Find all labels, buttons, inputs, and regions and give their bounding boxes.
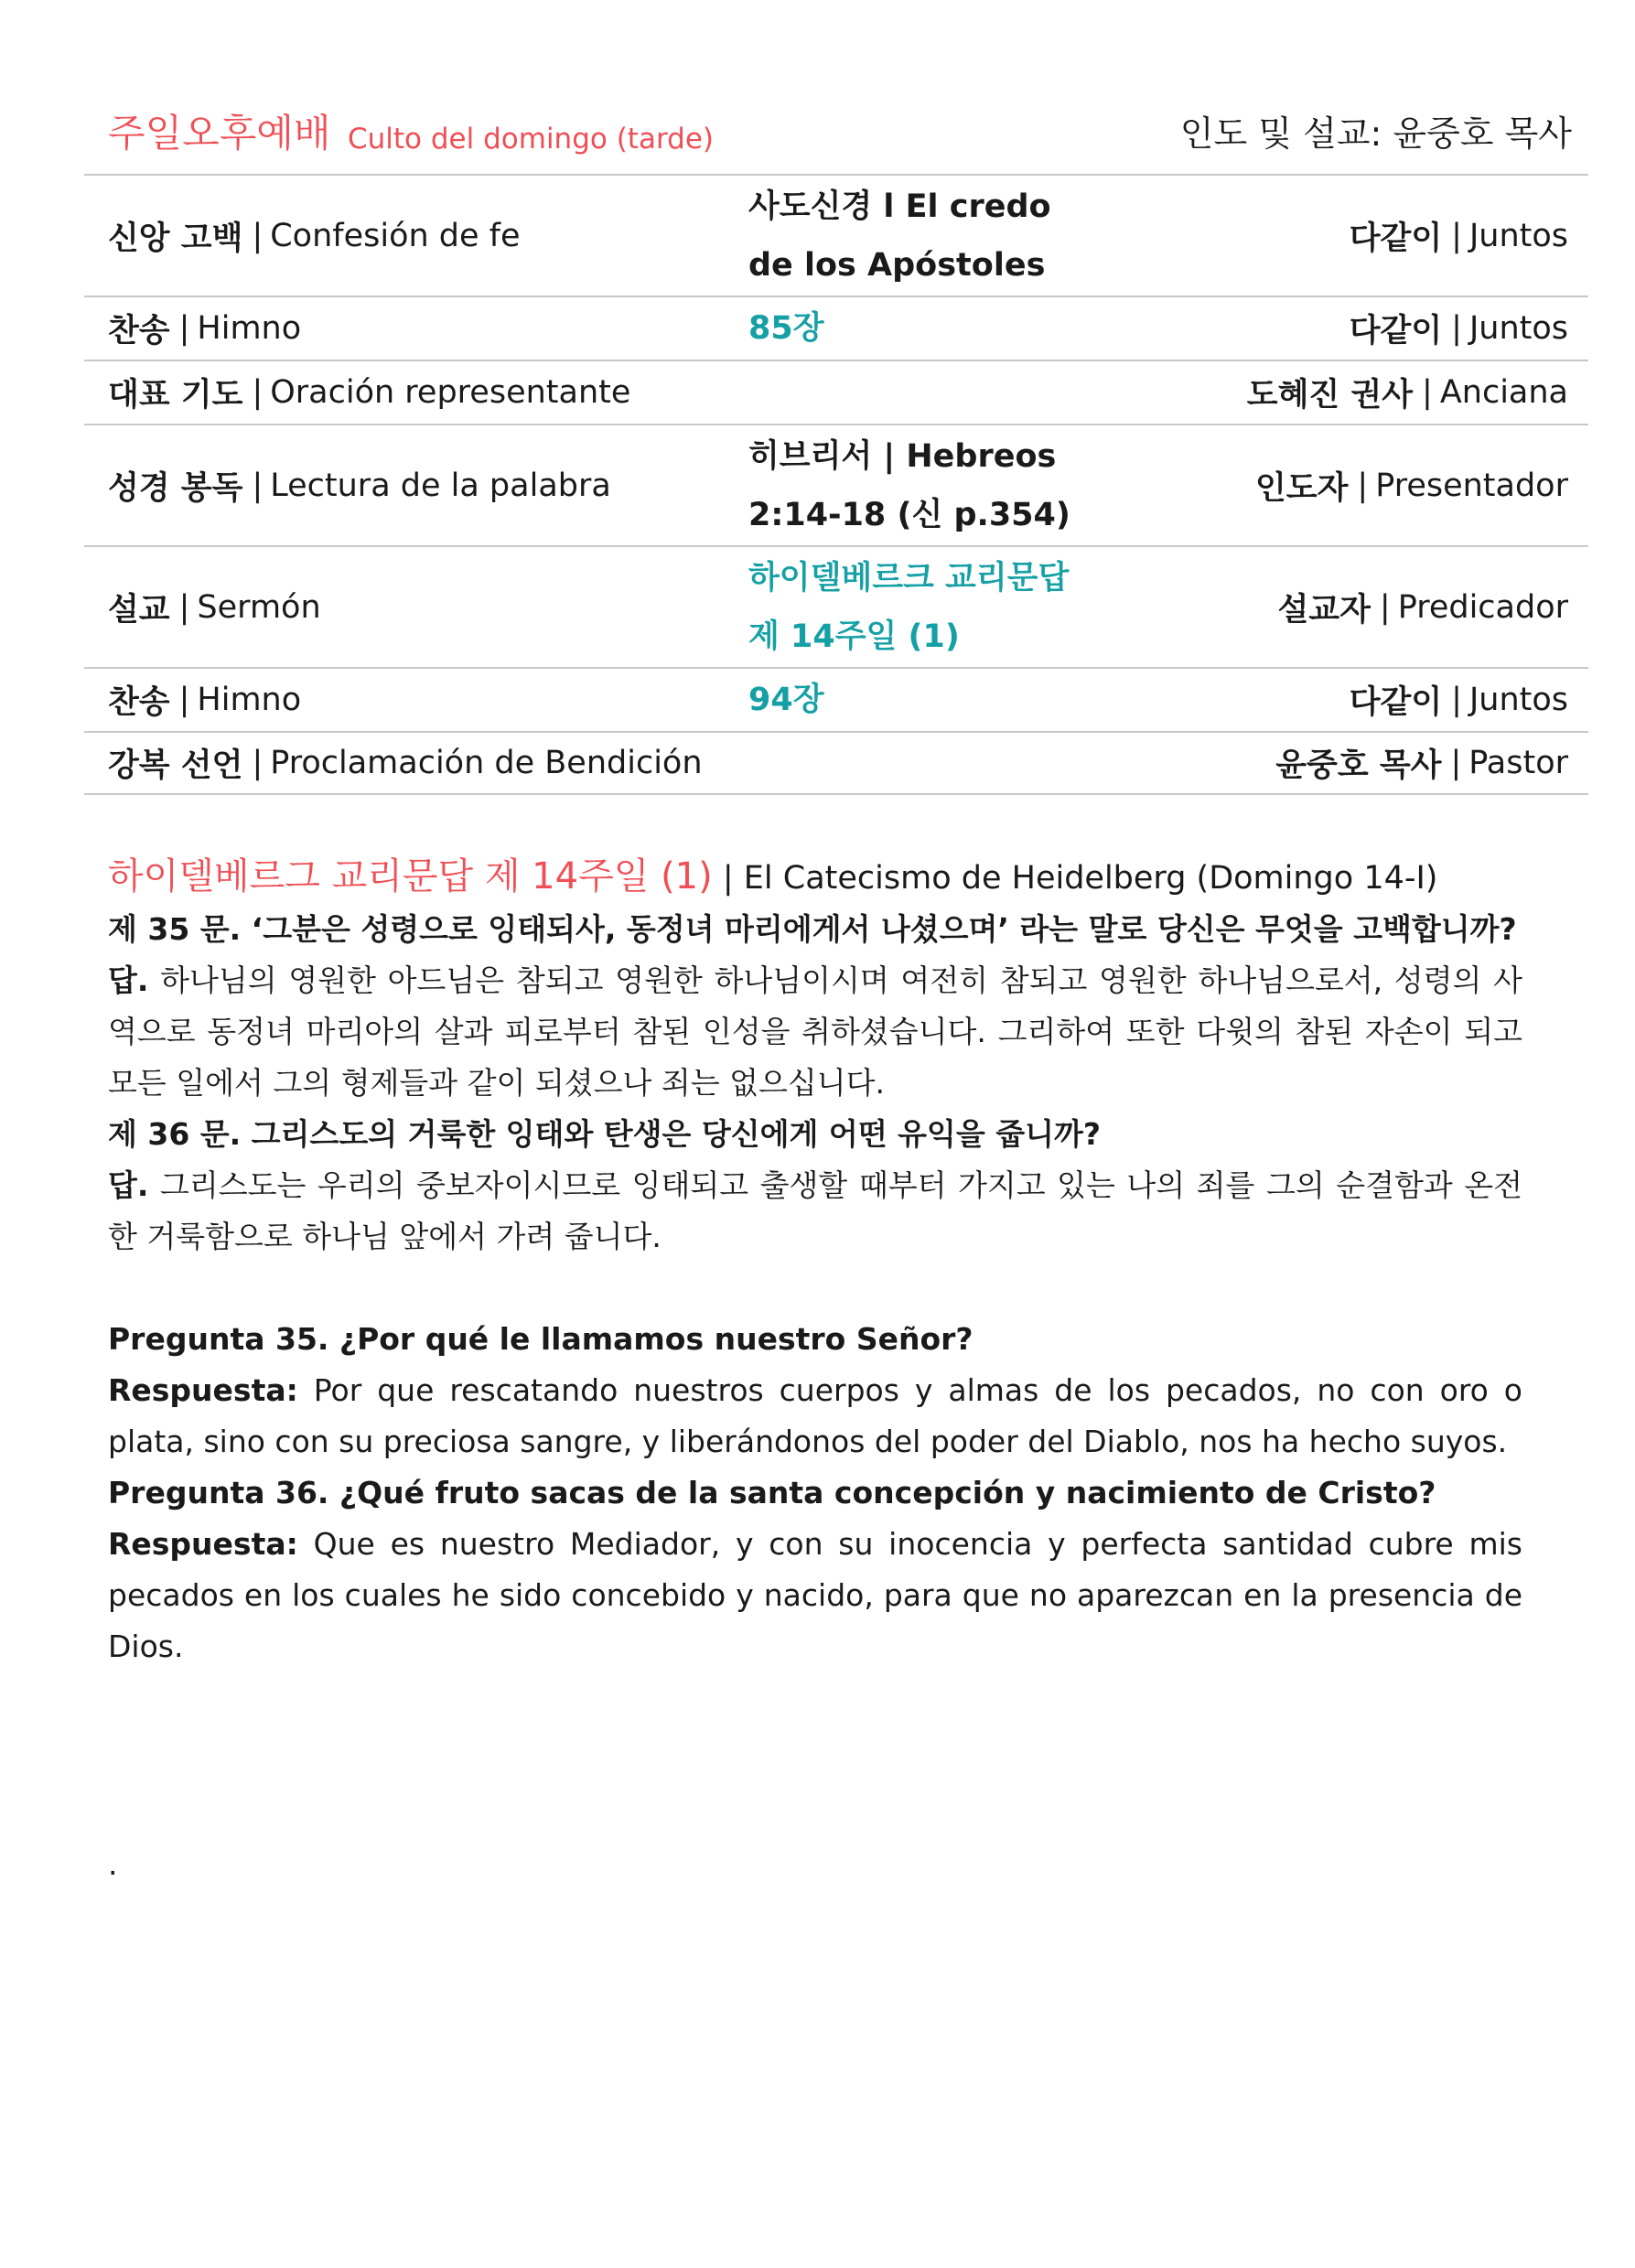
separator: |: [1451, 682, 1462, 718]
separator: |: [1357, 467, 1369, 504]
order-item-label: [108, 425, 611, 545]
order-item-detail-line: 94장: [748, 682, 824, 718]
order-item-korean: 신앙 고백: [108, 220, 243, 257]
separator: |: [252, 745, 264, 781]
separator: |: [1450, 745, 1462, 781]
order-item-detail: [748, 547, 1069, 667]
order-item-spanish: Proclamación de Bendición: [270, 745, 703, 781]
order-row: [84, 545, 1588, 667]
order-who-spanish: Juntos: [1468, 310, 1568, 347]
answer-label: Respuesta:: [108, 1526, 298, 1562]
answer-text: Por que rescatando nuestros cuerpos y almas de los pecados, no con oro o plata, sino con su preciosa sangre, y liberándonos del poder del Diablo, nos ha hecho suyos.: [108, 1372, 1522, 1459]
order-item-spanish: Himno: [197, 682, 302, 718]
order-item-korean: 찬송: [108, 684, 170, 721]
catechism-title-korean: 하이델베르그 교리문답 제 14주일 (1): [108, 855, 713, 898]
answer-35-korean: [108, 955, 1522, 1109]
service-title-spanish: Culto del domingo (tarde): [348, 123, 714, 156]
order-item-label: [108, 361, 630, 424]
order-who-spanish: Anciana: [1439, 374, 1568, 411]
order-who-korean: 다같이: [1349, 220, 1443, 257]
order-row: [84, 424, 1588, 545]
catechism-title-spanish: | El Catecismo de Heidelberg (Domingo 14-I): [722, 860, 1438, 897]
question-35-spanish: Pregunta 35. ¿Por qué le llamamos nuestro Señor?: [108, 1321, 973, 1357]
order-who-spanish: Pastor: [1468, 745, 1568, 781]
order-row: [84, 731, 1588, 795]
order-item-who: [1255, 425, 1568, 545]
order-item-korean: 찬송: [108, 313, 170, 349]
answer-36-korean: [108, 1160, 1522, 1263]
order-item-spanish: Sermón: [197, 588, 321, 626]
order-item-detail: [748, 297, 824, 360]
order-item-label: [108, 176, 521, 296]
order-item-who: [1350, 297, 1568, 360]
order-item-korean: 설교: [108, 591, 170, 629]
order-item-label: [108, 733, 703, 793]
question-36-korean: 제 36 문. 그리스도의 거룩한 잉태와 탄생은 당신에게 어떤 유익을 줍니까?: [108, 1116, 1102, 1152]
order-item-detail-line: 히브리서 | Hebreos: [748, 437, 1057, 475]
order-who-spanish: Presentador: [1375, 467, 1568, 504]
order-item-detail-line: 하이델베르크 교리문답: [748, 559, 1070, 597]
order-item-who: [1277, 547, 1568, 667]
order-who-spanish: Predicador: [1397, 588, 1568, 626]
order-item-spanish: Lectura de la palabra: [270, 467, 611, 504]
order-row: [84, 667, 1588, 731]
order-item-detail-line: 85장: [748, 310, 824, 347]
question-35-korean: 제 35 문. ‘그분은 성령으로 잉태되사, 동정녀 마리에게서 나셨으며’ 라는 말로 당신은 무엇을 고백합니까?: [108, 911, 1517, 947]
order-item-detail-line: 제 14주일 (1): [748, 618, 960, 655]
service-title-korean: 주일오후예배: [108, 111, 331, 156]
order-who-korean: 다같이: [1349, 313, 1443, 349]
spacer: [108, 1263, 1522, 1314]
order-item-spanish: Oración representante: [270, 374, 631, 411]
separator: |: [1451, 217, 1462, 254]
order-item-who: [1247, 361, 1568, 424]
order-item-detail: [748, 669, 824, 731]
order-item-detail: [748, 425, 1070, 545]
order-item-detail-line: de los Apóstoles: [748, 246, 1046, 284]
separator: |: [252, 467, 264, 504]
order-item-spanish: Himno: [197, 310, 302, 347]
order-item-who: [1350, 669, 1568, 731]
order-item-korean: 대표 기도: [108, 377, 243, 414]
answer-label: Respuesta:: [108, 1372, 298, 1408]
question-36-spanish: Pregunta 36. ¿Qué fruto sacas de la santa concepción y nacimiento de Cristo?: [108, 1475, 1436, 1510]
order-who-spanish: Juntos: [1468, 217, 1568, 254]
order-row: [84, 360, 1588, 424]
order-item-detail-line: 사도신경 l El credo: [748, 188, 1051, 225]
separator: |: [178, 682, 190, 718]
order-item-korean: 강복 선언: [108, 747, 243, 784]
leader-line: 인도 및 설교: 윤중호 목사: [1179, 113, 1572, 154]
order-item-label: [108, 547, 321, 667]
catechism-title: [108, 851, 1522, 904]
separator: |: [252, 217, 264, 254]
order-item-detail: [748, 176, 1051, 296]
answer-text: 그리스도는 우리의 중보자이시므로 잉태되고 출생할 때부터 가지고 있는 나의 죄를 그의 순결함과 온전한 거룩함으로 하나님 앞에서 가려 줍니다.: [108, 1167, 1522, 1254]
order-row: [84, 296, 1588, 360]
separator: |: [178, 588, 190, 626]
answer-35-spanish: [108, 1365, 1522, 1467]
order-who-korean: 윤중호 목사: [1275, 747, 1442, 784]
order-item-korean: 성경 봉독: [108, 469, 243, 507]
trailing-dot: .: [108, 1846, 118, 1882]
order-of-worship-table: [84, 174, 1588, 795]
separator: |: [1379, 588, 1391, 626]
order-item-who: [1275, 733, 1568, 793]
catechism-section: [108, 851, 1522, 1672]
separator: |: [252, 374, 264, 411]
answer-label: 답.: [108, 962, 149, 998]
service-header: [108, 106, 1572, 161]
order-row: [84, 174, 1588, 296]
order-who-korean: 인도자: [1254, 469, 1349, 507]
answer-text: 하나님의 영원한 아드님은 참되고 영원한 하나님이시며 여전히 참되고 영원한 하나님으로서, 성령의 사역으로 동정녀 마리아의 살과 피로부터 참된 인성을 취하셨습니다. 그리하여 또한 다윗의 참된 자손이 되고 모든 일에서 그의 형제들과 같이 되셨으나 죄는 없으십니다.: [108, 962, 1522, 1101]
order-item-who: [1350, 176, 1568, 296]
order-item-detail-line: 2:14-18 (신 p.354): [748, 496, 1070, 533]
answer-label: 답.: [108, 1167, 149, 1203]
separator: |: [178, 310, 190, 347]
order-who-korean: 다같이: [1349, 684, 1443, 721]
order-who-korean: 도혜진 권사: [1246, 377, 1414, 414]
order-who-korean: 설교자: [1277, 591, 1371, 629]
separator: |: [1422, 374, 1433, 411]
order-who-spanish: Juntos: [1468, 682, 1568, 718]
order-item-spanish: Confesión de fe: [270, 217, 521, 254]
order-item-label: [108, 297, 301, 360]
answer-36-spanish: [108, 1519, 1522, 1672]
separator: |: [1451, 310, 1462, 347]
answer-text: Que es nuestro Mediador, y con su inocencia y perfecta santidad cubre mis pecados en los cuales he sido concebido y nacido, para que no aparezcan en la presencia de Dios.: [108, 1526, 1522, 1664]
order-item-label: [108, 669, 301, 731]
